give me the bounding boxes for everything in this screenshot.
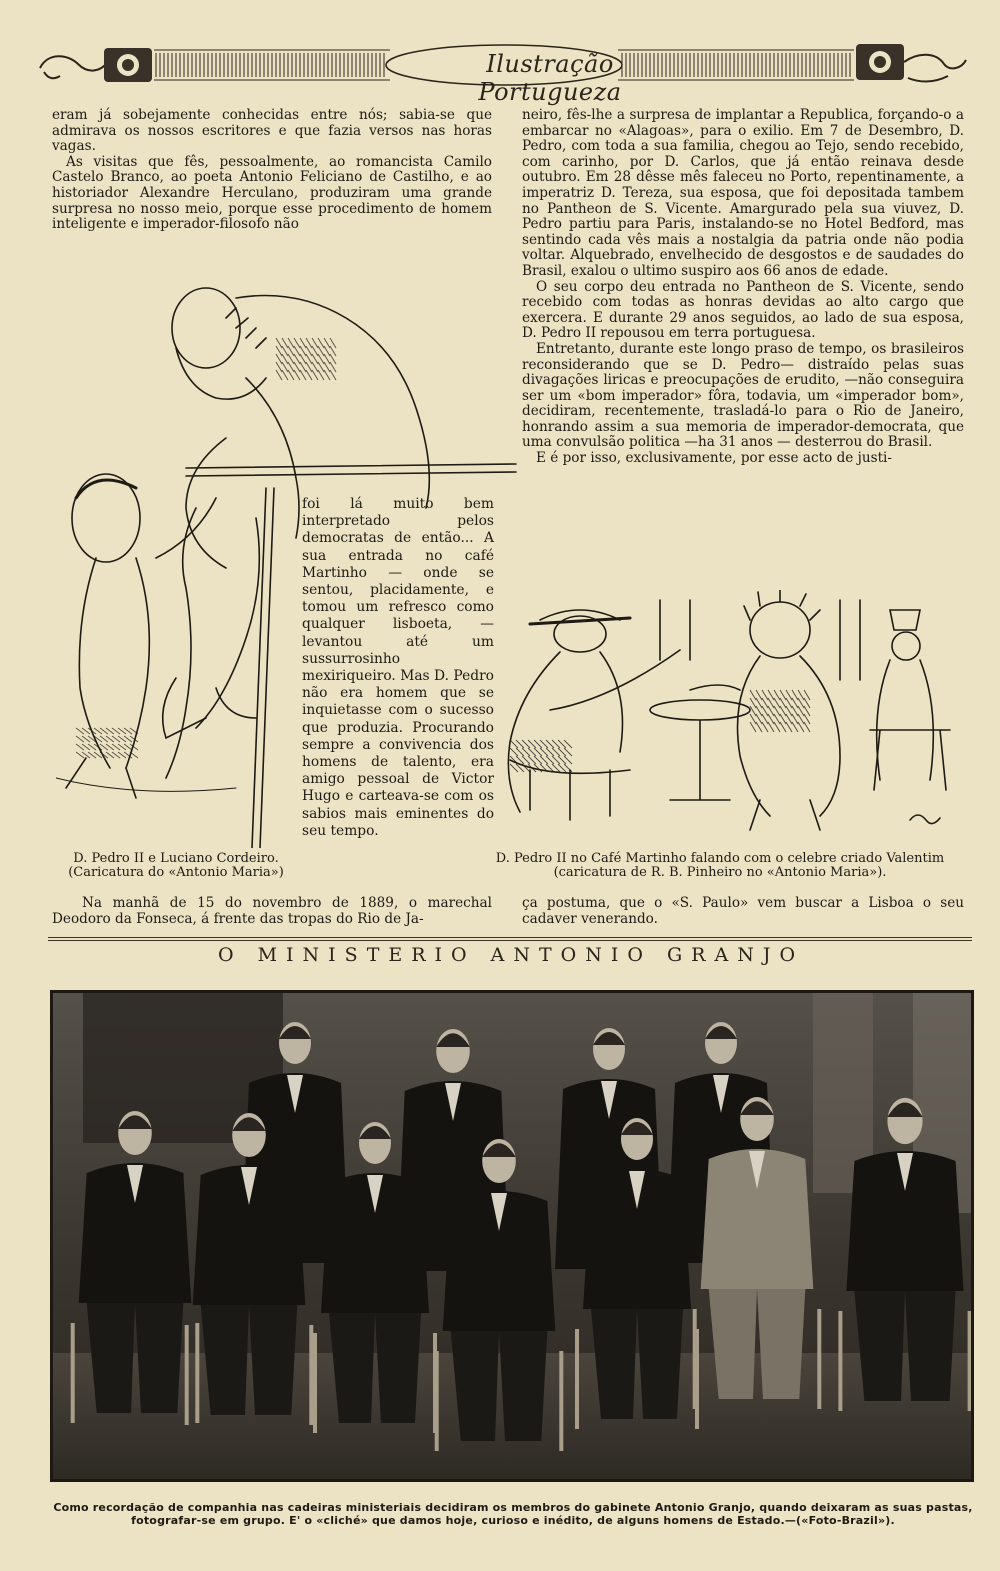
- left-column-bottom: [52, 896, 492, 927]
- paragraph: E é por isso, exclusivamente, por esse acto de justi-: [536, 450, 892, 467]
- caption-right-line1: D. Pedro II no Café Martinho falando com o celebre criado Valentim: [495, 851, 945, 866]
- paragraph: O seu corpo deu entrada no Pantheon de S. Vicente, sendo recebido com todas as honras devidas ao alto cargo que exercera. E durante 29 anos seguidos, ao lado de sua esposa, D. Pedro II repousou em terra portuguesa.: [522, 278, 964, 342]
- middle-column: [302, 496, 494, 840]
- cafe-drawing: [490, 590, 966, 840]
- right-column-bottom: [522, 896, 964, 927]
- masthead-title: Ilustração Portugueza: [478, 50, 622, 106]
- paragraph: Na manhã de 15 do novembro de 1889, o marechal Deodoro da Fonseca, á frente das tropas do Rio de Ja-: [52, 895, 492, 927]
- left-column-top: [52, 108, 492, 233]
- group-photograph: [50, 990, 974, 1482]
- masthead: [38, 38, 970, 106]
- caption-right: [470, 852, 970, 880]
- caricature-cafe-martinho: [490, 590, 966, 840]
- caption-left: [50, 852, 302, 880]
- paragraph: neiro, fês-lhe a surpresa de implantar a Republica, forçando-o a embarcar no «Alagoas», para o exilio. Em 7 de Desembro, D. Pedro, com toda a sua familia, chegou ao Tejo, sendo recebido, com carinho, por D. Carlos, que já então reinava desde outubro. Em 28 dêsse mês faleceu no Porto, repentinamente, a imperatriz D. Tereza, sua esposa, que foi depositada tambem no Pantheon de S. Vicente. Amargurado pela sua viuvez, D. Pedro partiu para Paris, instalando-se no Hotel Bedford, mas sentindo cada vês mais a nostalgia da patria onde não podia voltar. Alquebrado, envelhecido de desgostos e de saudades do Brasil, exalou o ultimo suspiro aos 66 anos de edade.: [522, 107, 964, 279]
- section-divider: [48, 937, 972, 938]
- photo-figures: [53, 993, 971, 1479]
- paragraph: ça postuma, que o «S. Paulo» vem buscar a Lisboa o seu cadaver venerando.: [522, 895, 964, 927]
- right-column: [522, 108, 964, 467]
- caption-left-line2: (Caricatura do «Antonio Maria»): [68, 865, 284, 880]
- paragraph: eram já sobejamente conhecidas entre nós; sabia-se que admirava os nossos escritores e que fazia versos nas horas vagas.: [52, 107, 492, 155]
- paragraph: foi lá muito bem interpretado pelos democratas de então... A sua entrada no café Martinho — onde se sentou, placidamente, e tomou um refresco como qualquer lisboeta, — levantou até um sussurrosinho mexiriqueiro. Mas D. Pedro não era homem que se inquietasse com o sucesso que produzia. Procurando sempre a convivencia dos homens de talento, era amigo pessoal de Victor Hugo e carteava-se com os sabios mais eminentes do seu tempo.: [302, 496, 494, 839]
- section-divider: [48, 940, 972, 941]
- section-title: O MINISTERIO ANTONIO GRANJO: [217, 944, 805, 966]
- paragraph: As visitas que fês, pessoalmente, ao romancista Camilo Castelo Branco, ao poeta Antonio Feliciano de Castilho, e ao historiador Alexandre Herculano, produziram uma grande surpresa no nosso meio, porque esse procedimento de homem inteligente e imperador-filosofo não: [52, 153, 492, 233]
- caption-left-line1: D. Pedro II e Luciano Cordeiro.: [73, 851, 279, 866]
- caption-right-line2: (caricatura de R. B. Pinheiro no «Antonio Maria»).: [553, 865, 887, 880]
- photo-caption: Como recordação de companhia nas cadeiras ministeriais decidiram os membros do gabinete Antonio Granjo, quando deixaram as suas pastas, fotografar-se em grupo. E' o «cliché» que damos hoje, curioso e inédito, de alguns homens de Estado.—(«Foto-Brazil»).: [53, 1501, 973, 1527]
- paragraph: Entretanto, durante este longo praso de tempo, os brasileiros reconsiderando que se D. Pedro— distraído pelas suas divagações liricas e preocupações de erudito, —não conseguira ser um «bom imperador» fôra, todavia, um «imperador bom», decidiram, recentemente, trasladá-lo para o Rio de Janeiro, honrando assim a sua memoria de imperador-democrata, que uma convulsão politica —ha 31 anos — desterrou do Brasil.: [522, 340, 964, 451]
